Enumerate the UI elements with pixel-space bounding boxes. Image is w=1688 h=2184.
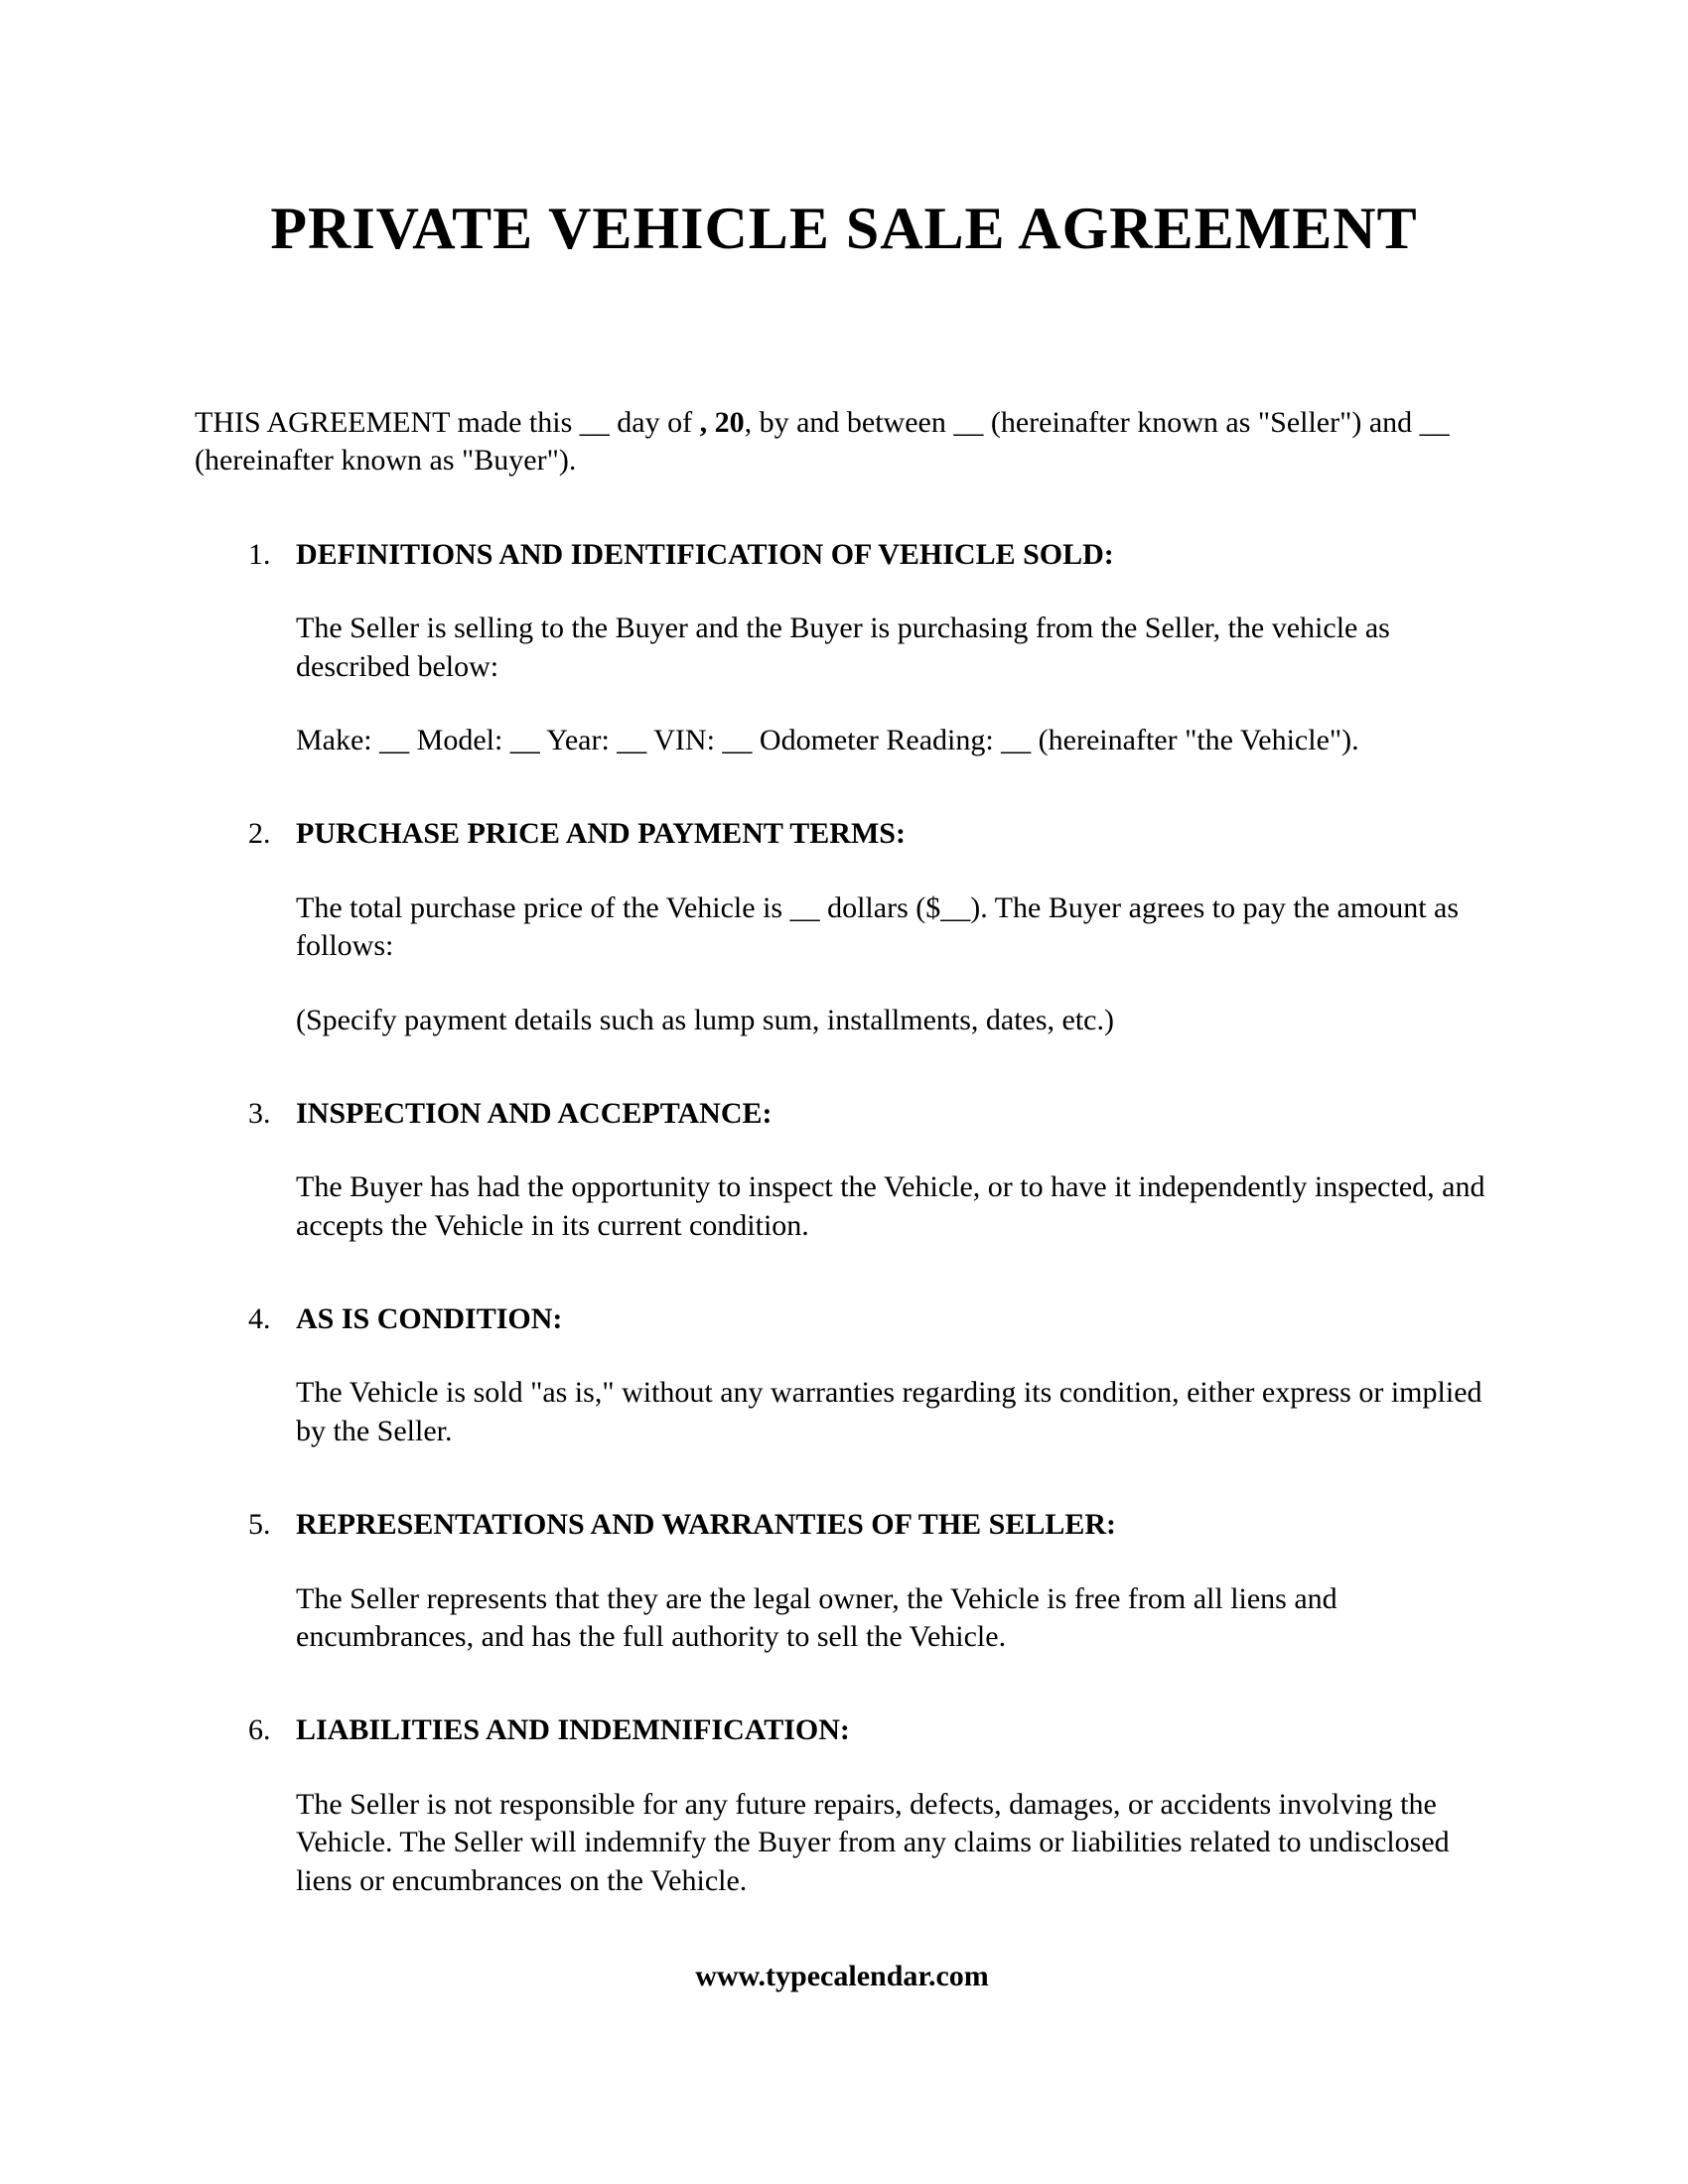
section-number: 3. [248, 1096, 271, 1130]
section-header [248, 1095, 1489, 1133]
section [195, 1711, 1489, 1900]
section [195, 1506, 1489, 1656]
section-header [248, 536, 1489, 574]
section-header [248, 1300, 1489, 1338]
section-heading: AS IS CONDITION: [296, 1302, 563, 1336]
section-paragraph: Make: __ Model: __ Year: __ VIN: __ Odometer Reading: __ (hereinafter "the Vehicle"). [296, 723, 1359, 756]
section-header [248, 1506, 1489, 1544]
section-heading: PURCHASE PRICE AND PAYMENT TERMS: [296, 817, 906, 851]
intro-text: , by and between __ (hereinafter known as "Seller") and __ (hereinafter known as "Buyer"). [195, 406, 1450, 478]
section-paragraph: The total purchase price of the Vehicle is __ dollars ($__). The Buyer agrees to pay the amount as follows: [296, 890, 1460, 963]
section-heading: INSPECTION AND ACCEPTANCE: [296, 1096, 773, 1130]
section [195, 536, 1489, 760]
section-number: 1. [248, 537, 271, 571]
section-number: 5. [248, 1508, 271, 1542]
section-heading: DEFINITIONS AND IDENTIFICATION OF VEHICLE SOLD: [296, 537, 1114, 571]
sections-list [195, 536, 1489, 1900]
section-number: 4. [248, 1302, 271, 1336]
section-header [248, 1711, 1489, 1749]
footer-website-text: www.typecalendar.com [695, 1959, 989, 1992]
section-paragraph: (Specify payment details such as lump sum, installments, dates, etc.) [296, 1003, 1114, 1036]
section-paragraph: The Seller is selling to the Buyer and the Buyer is purchasing from the Seller, the vehicle as described below: [296, 612, 1390, 683]
intro-text: THIS AGREEMENT made this __ day of [195, 406, 700, 439]
intro-bold-text: , 20 [699, 406, 745, 439]
intro-paragraph [195, 404, 1489, 480]
section-paragraph: The Seller represents that they are the legal owner, the Vehicle is free from all liens and encumbrances, and has the full authority to sell the Vehicle. [296, 1581, 1337, 1654]
section-number: 2. [248, 817, 271, 851]
section-heading: REPRESENTATIONS AND WARRANTIES OF THE SELLER: [296, 1508, 1117, 1542]
document-title: PRIVATE VEHICLE SALE AGREEMENT [270, 196, 1418, 261]
section [195, 1095, 1489, 1245]
section-number: 6. [248, 1713, 271, 1747]
section-paragraph: The Seller is not responsible for any future repairs, defects, damages, or accidents involving the Vehicle. The Seller will indemnify the Buyer from any claims or liabilities related to undisclosed liens or encumbrances on the Vehicle. [296, 1787, 1450, 1897]
section [195, 1300, 1489, 1450]
section-paragraph: The Vehicle is sold "as is," without any warranties regarding its condition, either express or implied by the Seller. [296, 1376, 1482, 1447]
section-paragraph: The Buyer has had the opportunity to inspect the Vehicle, or to have it independently inspected, and accepts the Vehicle in its current condition. [296, 1170, 1485, 1242]
section [195, 815, 1489, 1039]
section-heading: LIABILITIES AND INDEMNIFICATION: [296, 1713, 850, 1747]
section-header [248, 815, 1489, 853]
document-body [195, 404, 1489, 1995]
